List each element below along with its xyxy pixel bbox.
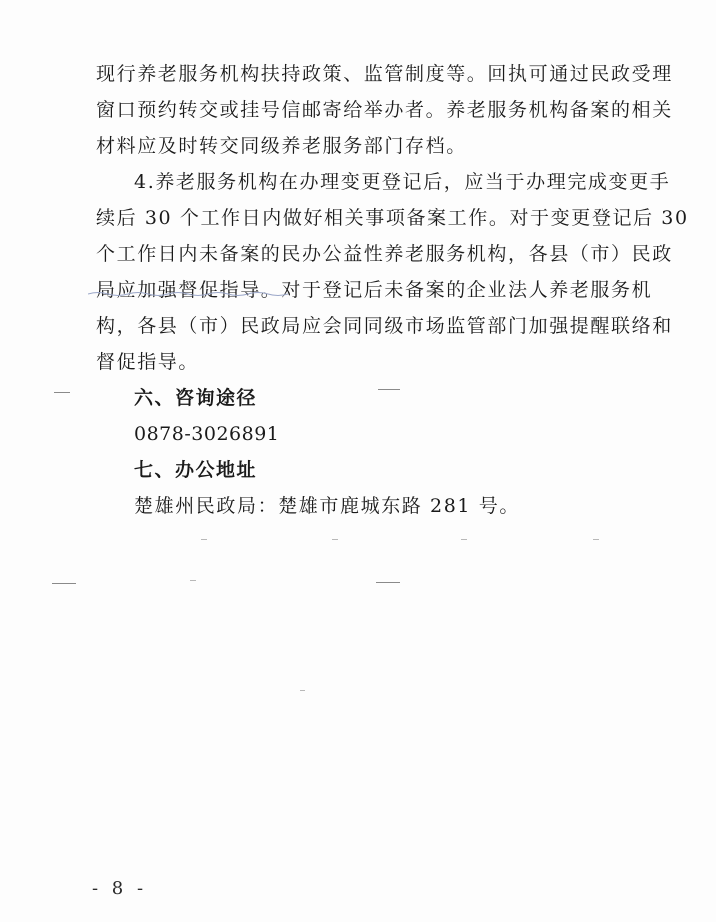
- section-heading-office: 七、办公地址: [134, 459, 258, 481]
- paragraph-line-4: 4.养老服务机构在办理变更登记后，应当于办理完成变更手: [134, 171, 671, 193]
- page-number: - 8 -: [92, 878, 148, 899]
- section-heading-consult: 六、咨询途径: [134, 387, 258, 409]
- paragraph-line-9: 督促指导。: [96, 351, 200, 373]
- office-address: 楚雄州民政局：楚雄市鹿城东路 281 号。: [134, 495, 520, 517]
- paragraph-line-5: 续后 30 个工作日内做好相关事项备案工作。对于变更登记后 30: [96, 207, 689, 229]
- scan-speck: [332, 539, 338, 540]
- scan-speck: [593, 539, 599, 540]
- paragraph-line-3: 材料应及时转交同级养老服务部门存档。: [96, 135, 467, 157]
- scan-mark: [378, 389, 400, 390]
- pen-underline-mark: [88, 291, 288, 297]
- paragraph-line-7: 局应加强督促指导。对于登记后未备案的企业法人养老服务机: [96, 279, 653, 301]
- scan-mark: [54, 392, 70, 393]
- scan-speck: [190, 580, 196, 581]
- scan-mark: [376, 582, 400, 583]
- scan-mark: [52, 583, 76, 584]
- paragraph-line-1: 现行养老服务机构扶持政策、监管制度等。回执可通过民政受理: [96, 63, 673, 85]
- consult-phone: 0878-3026891: [134, 423, 280, 445]
- paragraph-line-2: 窗口预约转交或挂号信邮寄给举办者。养老服务机构备案的相关: [96, 99, 673, 121]
- scan-speck: [300, 690, 305, 691]
- scan-speck: [201, 539, 207, 540]
- paragraph-line-8: 构，各县（市）民政局应会同同级市场监管部门加强提醒联络和: [96, 315, 673, 337]
- paragraph-line-6: 个工作日内未备案的民办公益性养老服务机构，各县（市）民政: [96, 243, 673, 265]
- scan-speck: [461, 539, 467, 540]
